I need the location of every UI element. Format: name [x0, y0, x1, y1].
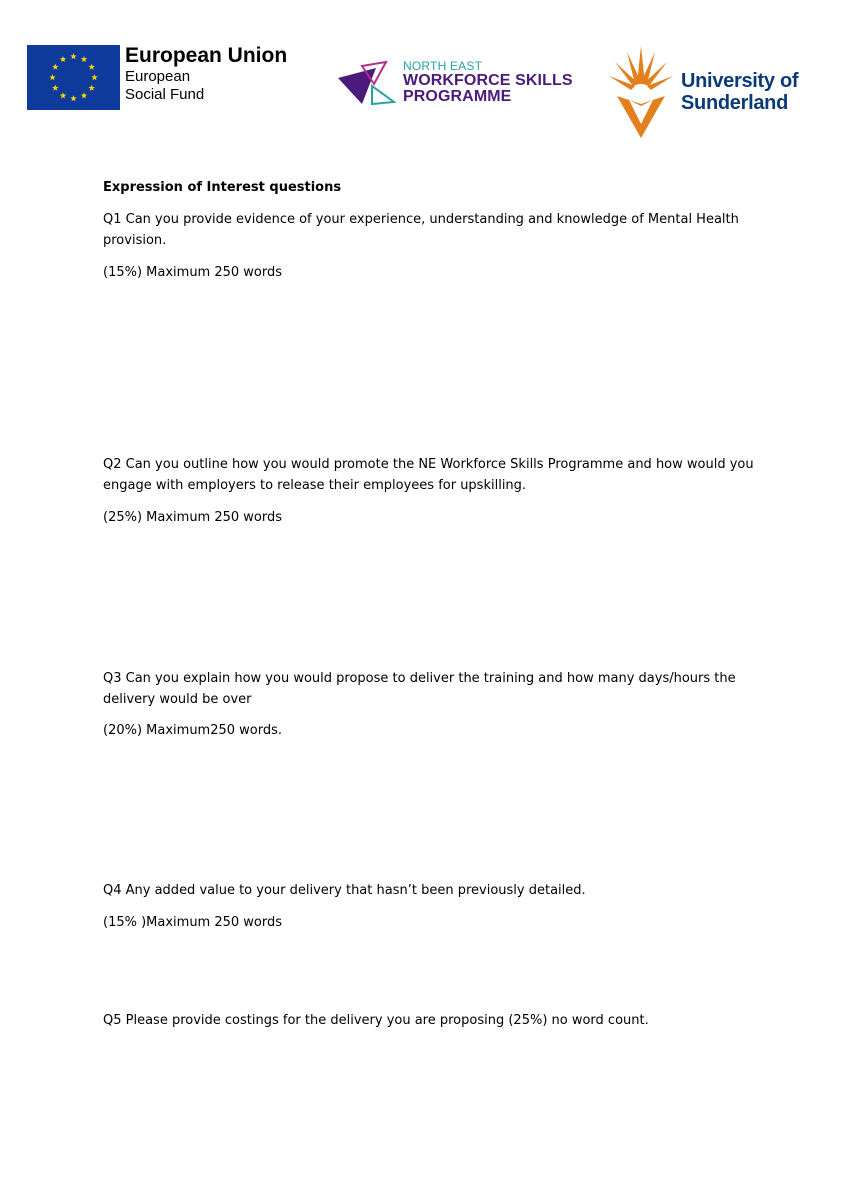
ne-logo-top: NORTH EAST: [403, 59, 483, 73]
question-3: Q3 Can you explain how you would propose to deliver the training and how many days/hours the delivery would be over: [103, 671, 736, 707]
eu-logo-text: [125, 44, 287, 104]
question-4-weighting: (15% )Maximum 250 words: [103, 915, 283, 930]
eu-flag-icon: [27, 45, 120, 110]
eu-star-icon: [81, 56, 87, 62]
eu-star-icon: [60, 56, 66, 62]
eu-star-icon: [70, 95, 76, 101]
document-heading: Expression of Interest questions: [103, 180, 342, 195]
eu-subtitle-line2: Social Fund: [125, 86, 205, 103]
eu-star-icon: [60, 92, 66, 98]
eu-logo: [27, 45, 287, 110]
question-2: Q2 Can you outline how you would promote the NE Workforce Skills Programme and how would you engage with employers to release their employees for upskilling.: [103, 457, 754, 493]
eu-subtitle-line1: European: [125, 68, 191, 85]
uos-logo-line2: Sunderland: [681, 92, 789, 114]
uos-logo-line1: University of: [681, 70, 799, 92]
ne-logo-line2: PROGRAMME: [403, 88, 512, 105]
eu-star-icon: [49, 74, 55, 80]
eu-star-icon: [52, 85, 58, 91]
eu-star-icon: [88, 64, 94, 70]
ne-logo-line1: WORKFORCE SKILLS: [403, 72, 573, 89]
sunderland-crest-icon: [607, 44, 675, 139]
question-4: Q4 Any added value to your delivery that hasn’t been previously detailed.: [103, 883, 586, 898]
eu-title: European Union: [125, 44, 288, 67]
question-5: Q5 Please provide costings for the delivery you are proposing (25%) no word count.: [103, 1013, 649, 1028]
ne-workforce-logo: [336, 58, 576, 110]
question-1: Q1 Can you provide evidence of your experience, understanding and knowledge of Mental Health provision.: [103, 212, 739, 248]
university-of-sunderland-logo: [607, 44, 817, 139]
eu-star-icon: [88, 85, 94, 91]
question-1-weighting: (15%) Maximum 250 words: [103, 265, 283, 280]
eu-star-icon: [91, 74, 97, 80]
question-3-weighting: (20%) Maximum250 words.: [103, 723, 283, 738]
eu-star-icon: [70, 53, 76, 59]
question-2-weighting: (25%) Maximum 250 words: [103, 510, 283, 525]
eu-star-icon: [52, 64, 58, 70]
ne-triangles-icon: [336, 58, 402, 108]
eu-star-icon: [81, 92, 87, 98]
